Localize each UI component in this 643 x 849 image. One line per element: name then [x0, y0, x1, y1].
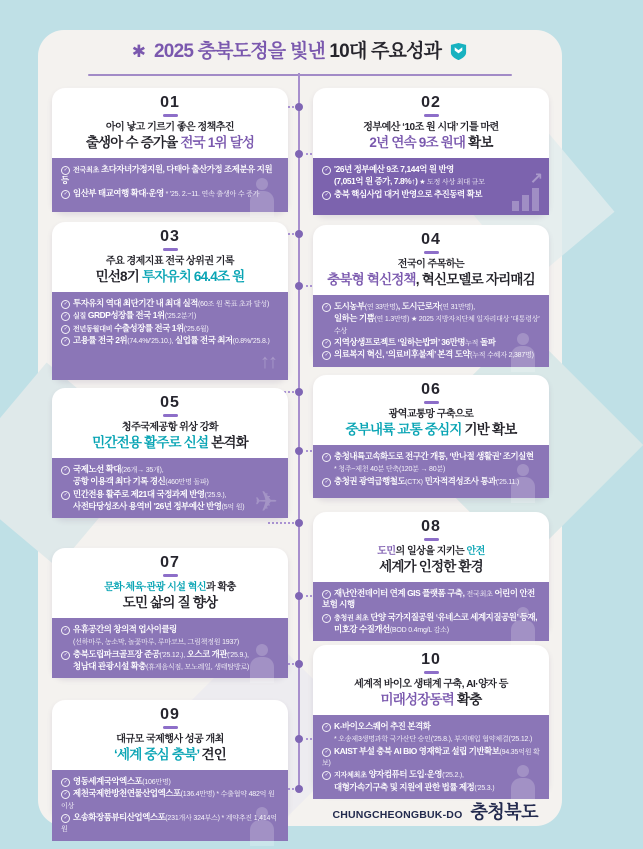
- number-underline: [163, 414, 178, 417]
- check-bullet-icon: [61, 626, 70, 635]
- card-subtitle: 청주국제공항 위상 강화: [121, 422, 219, 433]
- bullet-line: 공항 이용객 최다 기록 경신(460만명 돌파): [73, 476, 209, 487]
- card-head: [313, 375, 549, 439]
- number-underline: [424, 251, 439, 254]
- achievement-card-03: [52, 222, 288, 380]
- check-bullet-icon: [61, 337, 70, 346]
- achievement-card-01: [52, 88, 288, 212]
- card-number: 02: [421, 94, 441, 111]
- card-head: [313, 645, 549, 709]
- check-bullet-icon: [322, 478, 331, 487]
- left-column: [52, 88, 288, 834]
- bullet-line: 미호강 수질개선(BOD 0.4mg/L 감소): [334, 623, 449, 634]
- bullet-line: ✓지자체최초 양자컴퓨터 도입·운영('25.2.),: [322, 769, 541, 780]
- spine-node: [295, 388, 303, 396]
- bullet-line: 일하는 기쁨(연 1.3만명) ★ 2025 지방자치단체 일자리대상 '대통령상' 수상: [334, 313, 540, 335]
- airplane-icon: ✈: [254, 486, 278, 518]
- bullet-line: (선하마루, 농소막, 놀꽃마루, 루마코브, 그림책정원 1937): [73, 639, 239, 647]
- card-number: 07: [160, 554, 180, 571]
- number-underline: [424, 538, 439, 541]
- bullet-line: ✓전년동월대비 수출성장률 전국 1위('25.6월): [61, 323, 280, 334]
- trend-arrow-icon: ↗: [529, 171, 543, 188]
- check-bullet-icon: [61, 312, 70, 321]
- bullet-line: ✓재난안전데이터 연계 GIS 플랫폼 구축, 전국최초 어린이 안전보험 시행: [322, 588, 541, 611]
- bullet-line: 사전타당성조사 용역비 '26년 정부예산 반영(5억 원): [73, 501, 245, 511]
- footer-logo-ko: 충청북도: [470, 802, 538, 822]
- highlight-band: [52, 458, 288, 519]
- achievement-card-02: [313, 88, 549, 215]
- card-subtitle: 정부예산 ‘10조 원 시대’ 기틀 마련: [363, 122, 499, 133]
- card-subtitle: 아이 낳고 기르기 좋은 정책추진: [105, 122, 235, 133]
- card-head: [313, 88, 549, 152]
- achievement-card-08: [313, 512, 549, 635]
- bullet-line: ✓민간전용 활주로 제21대 국정과제 반영('25.9.),: [61, 489, 280, 500]
- check-bullet-icon: [322, 303, 331, 312]
- footer-logo: [332, 798, 538, 824]
- bullet-line: ✓유휴공간의 창의적 업사이클링: [61, 624, 280, 635]
- card-head: [52, 388, 288, 452]
- achievement-card-07: [52, 548, 288, 677]
- card-number: 08: [421, 518, 441, 535]
- number-underline: [424, 114, 439, 117]
- spine-node: [295, 282, 303, 290]
- bullet-line: (7,051억 원 증가, 7.8%↑) ★ 도정 사상 최대 규모: [334, 176, 485, 187]
- check-bullet-icon: [61, 166, 70, 175]
- bullet-line: 대형가속기구축 및 지원에 관한 법률 제정('25.3.): [334, 781, 495, 792]
- card-title: 미래성장동력 확충: [380, 692, 482, 707]
- check-bullet-icon: [61, 190, 70, 199]
- card-head: [313, 225, 549, 289]
- card-number: 01: [160, 94, 180, 111]
- highlight-band: [313, 582, 549, 641]
- check-bullet-icon: [322, 166, 331, 175]
- card-title: 도민 삶의 질 향상: [122, 595, 218, 610]
- highlight-band: [52, 158, 288, 212]
- bullet-line: ✓충청권 최초 단양 국가지질공원 ‘유네스코 세계지질공원’ 등재,: [322, 612, 541, 623]
- spine-node: [295, 103, 303, 111]
- achievement-card-09: [52, 700, 288, 834]
- card-subtitle: 전국이 주목하는: [397, 259, 465, 270]
- check-bullet-icon: [61, 651, 70, 660]
- achievement-card-10: [313, 645, 549, 793]
- check-bullet-icon: [61, 491, 70, 500]
- card-number: 10: [421, 651, 441, 668]
- check-bullet-icon: [322, 771, 331, 780]
- highlight-band: [313, 158, 549, 215]
- bullet-line: ✓오송화장품뷰티산업엑스포(231개사 324부스) * 계약추진 1,414억 원: [61, 812, 280, 835]
- check-bullet-icon: [322, 191, 331, 200]
- bullet-line: ✓도시농부(연 33만명), 도시근로자(연 31만명),: [322, 301, 541, 312]
- number-underline: [163, 248, 178, 251]
- spine-node: [295, 447, 303, 455]
- achievement-card-05: [52, 388, 288, 518]
- highlight-band: [313, 715, 549, 799]
- bullet-line: ✓충북 핵심사업 대거 반영으로 추진동력 확보: [322, 189, 541, 200]
- page-title: 2025 충북도정을 빛낸 10대 주요성과: [154, 41, 442, 62]
- highlight-band: [313, 295, 549, 367]
- number-underline: [163, 114, 178, 117]
- card-subtitle: 문화·체육·관광 시설 혁신과 확충: [104, 582, 236, 593]
- number-underline: [163, 726, 178, 729]
- poster-header: [38, 42, 562, 61]
- bullet-line: ✓KAIST 부설 충북 AI BIO 영재학교 설립 기반확보(94.35억원 확보): [322, 746, 541, 769]
- flower-icon: ✱: [131, 42, 147, 61]
- card-number: 09: [160, 706, 180, 723]
- bullet-line: ✓의료복지 혁신, ‘의료비후불제’ 본격 도약(누적 수혜자 2,387명): [322, 349, 541, 360]
- bullet-line: ✓지역상생프로젝트 ‘일하는밥퍼’ 36만명누적 돌파: [322, 337, 541, 348]
- bullet-line: * 오송제3생명과학 국가산단 승인('25.8.), 부지매입 협약체결('25.12.): [334, 736, 533, 744]
- bullet-line: ✓제천국제한방천연물산업엑스포(136.4만명) * 수출협약 482억 원 이상: [61, 788, 280, 811]
- number-underline: [424, 401, 439, 404]
- spine-node: [295, 660, 303, 668]
- bullet-line: ✓충북도립파크골프장 준공('25.12.), 오스코 개관('25.9.),: [61, 649, 280, 660]
- card-head: [52, 700, 288, 764]
- spine-node: [295, 230, 303, 238]
- spine-node: [295, 785, 303, 793]
- bullet-line: * 청주~제천 40분 단축(120분 → 80분): [334, 466, 446, 474]
- spine-node: [295, 150, 303, 158]
- card-subtitle: 도민의 일상을 지키는 안전: [377, 546, 485, 557]
- card-number: 04: [421, 231, 441, 248]
- card-title: 2년 연속 9조 원대 확보: [369, 135, 493, 150]
- check-bullet-icon: [61, 778, 70, 787]
- number-underline: [163, 574, 178, 577]
- highlight-band: [313, 445, 549, 498]
- card-subtitle: 광역교통망 구축으로: [388, 409, 474, 420]
- number-underline: [424, 671, 439, 674]
- check-bullet-icon: [322, 590, 331, 599]
- check-bullet-icon: [322, 723, 331, 732]
- check-bullet-icon: [61, 300, 70, 309]
- card-title: 출생아 수 증가율 전국 1위 달성: [85, 135, 255, 150]
- card-title: ‘세계 중심 충북’ 견인: [114, 747, 226, 762]
- highlight-band: [52, 770, 288, 841]
- bullet-line: ✓'26년 정부예산 9조 7,144억 원 반영: [322, 164, 541, 175]
- bullet-line: ✓전국최초 초다자녀가정지원, 다태아 출산가정 조제분유 지원 등: [61, 164, 280, 187]
- achievement-card-04: [313, 225, 549, 360]
- achievement-card-06: [313, 375, 549, 498]
- highlight-band: [52, 292, 288, 380]
- poster-card: [38, 30, 562, 834]
- growth-arrows-icon: ↑↑: [260, 351, 276, 373]
- card-title: 민선8기 투자유치 64.4조 원: [95, 269, 245, 284]
- card-number: 05: [160, 394, 180, 411]
- bullet-line: 청남대 관광시설 확충(휴게음식점, 모노레일, 생태탐방로): [73, 660, 250, 671]
- bullet-line: ✓충청권 광역급행철도(CTX) 민자적격성조사 통과('25.11.): [322, 476, 541, 487]
- card-number: 06: [421, 381, 441, 398]
- header-divider: [88, 74, 512, 76]
- card-head: [52, 222, 288, 286]
- card-title: 민간전용 활주로 신설 본격화: [92, 435, 248, 450]
- check-bullet-icon: [61, 814, 70, 823]
- bullet-line: ✓K-바이오스퀘어 추진 본격화: [322, 721, 541, 732]
- card-subtitle: 세계적 바이오 생태계 구축, AI·양자 등: [354, 679, 508, 690]
- check-bullet-icon: [322, 748, 331, 757]
- check-bullet-icon: [61, 325, 70, 334]
- check-bullet-icon: [322, 351, 331, 360]
- check-bullet-icon: [322, 614, 331, 623]
- bullet-line: ✓영동세계국악엑스포(106만명): [61, 776, 280, 787]
- card-subtitle: 대규모 국제행사 성공 개최: [116, 734, 224, 745]
- bullet-line: ✓투자유치 역대 최단기간 내 최대 실적(60조 원 목표 초과 달성): [61, 298, 280, 309]
- card-title: 세계가 인정한 환경: [379, 559, 483, 574]
- right-column: [313, 88, 549, 793]
- card-subtitle: 주요 경제지표 전국 상위권 기록: [105, 256, 235, 267]
- card-number: 03: [160, 228, 180, 245]
- check-bullet-icon: [322, 339, 331, 348]
- card-head: [313, 512, 549, 576]
- footer-logo-en: CHUNGCHEONGBUK-DO: [332, 809, 463, 821]
- card-title: 중부내륙 교통 중심지 기반 확보: [345, 422, 517, 437]
- bullet-line: ✓고용률 전국 2위(74.4%/'25.10.), 실업률 전국 최저(0.8%/'25.8.): [61, 335, 280, 346]
- timeline-spine: [298, 73, 300, 790]
- spine-node: [295, 592, 303, 600]
- bullet-line: ✓임산부 태교여행 확대·운영 * '25. 2.~11. 연속 출생아 수 증가: [61, 188, 280, 199]
- spine-node: [295, 735, 303, 743]
- card-title: 충북형 혁신정책, 혁신모델로 자리매김: [327, 272, 535, 287]
- card-head: [52, 88, 288, 152]
- check-bullet-icon: [322, 453, 331, 462]
- highlight-band: [52, 618, 288, 678]
- check-bullet-icon: [61, 790, 70, 799]
- bullet-line: ✓충청내륙고속화도로 전구간 개통, ‘반나절 생활권’ 조기실현: [322, 451, 541, 462]
- bullet-line: ✓실질 GRDP성장률 전국 1위('25.2분기): [61, 310, 280, 321]
- check-bullet-icon: [61, 466, 70, 475]
- bullet-line: ✓국제노선 확대(26개→ 35개),: [61, 464, 280, 475]
- spine-node: [295, 519, 303, 527]
- card-head: [52, 548, 288, 612]
- shield-smile-icon: [449, 42, 468, 61]
